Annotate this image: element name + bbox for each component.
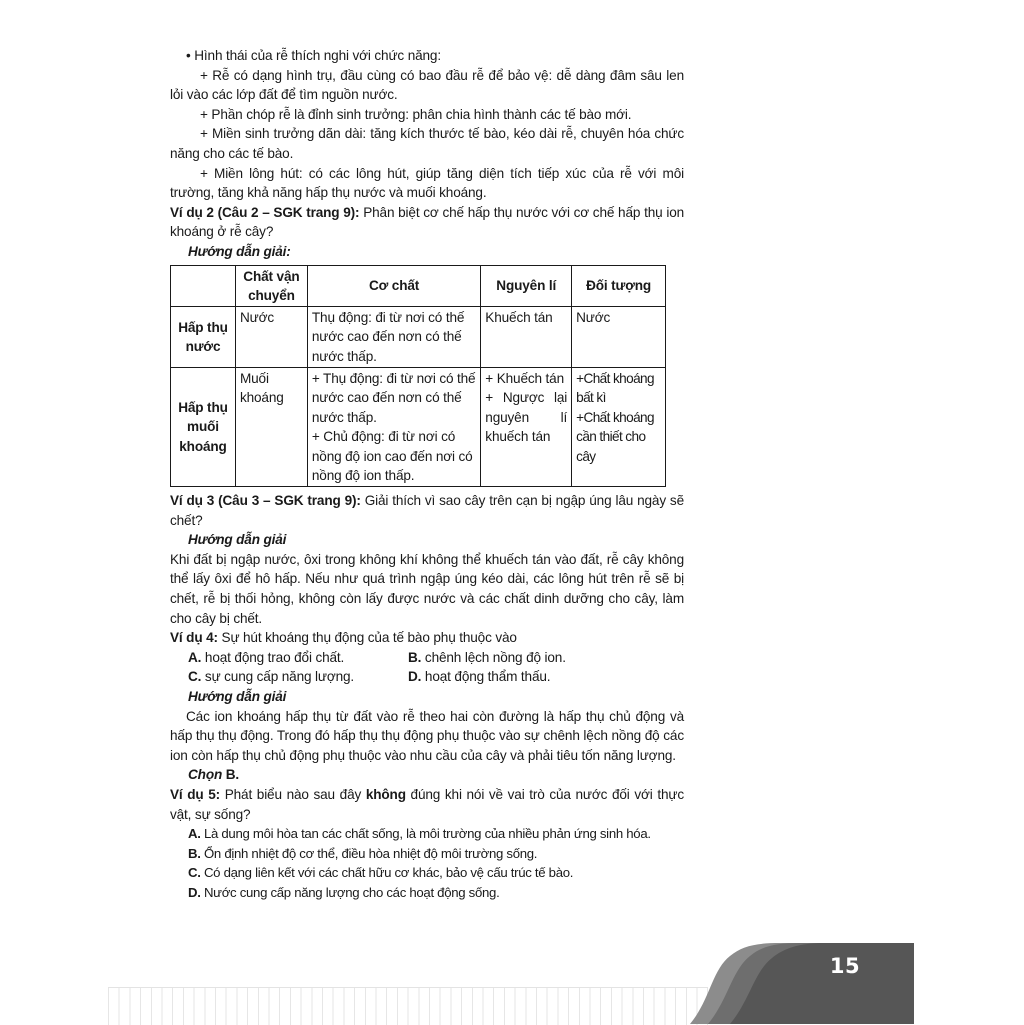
example-3-label: Ví dụ 3 (Câu 3 – SGK trang 9): [170,493,361,509]
option-text: Nước cung cấp năng lượng cho các hoạt động sống. [200,884,500,900]
example-5-options [170,824,684,902]
option-letter: B. [408,649,422,665]
example-2-guide-label: Hướng dẫn giải: [188,243,291,259]
option-c [188,667,408,687]
cell-mechanism [307,367,480,487]
option-text: sự cung cấp năng lượng. [201,669,355,685]
question-text: đúng khi nói về vai trò của nước đối với thực vật, sự sống? [170,786,684,822]
page-content [170,46,684,903]
option-text: Ổn định nhiệt độ cơ thể, điều hòa nhiệt độ môi trường sống. [200,845,538,861]
option-a [188,648,408,668]
choice-label: Chọn [188,767,223,783]
example-4-guide-label: Hướng dẫn giải [188,689,287,704]
cell-target [572,367,666,487]
table-row [171,367,666,487]
option-letter: D. [188,884,201,900]
cell-principle: Khuếch tán [481,306,572,367]
table-header-substance: Chất vận chuyển [235,265,307,306]
table-row [171,306,666,367]
option-letter: C. [188,865,201,881]
option-text: hoạt động trao đổi chất. [201,649,345,665]
example-4-text: Sự hút khoáng thụ động của tế bào phụ thuộc vào [217,630,517,646]
example-4-options [170,648,684,687]
option-b [188,844,684,864]
principle-diffusion: + Khuếch tán [485,370,564,386]
option-c [188,863,684,883]
example-5-question [170,785,684,824]
row-header-water: Hấp thụ nước [171,306,236,367]
example-5-label: Ví dụ 5: [170,786,221,802]
cell-target: Nước [572,306,666,367]
example-4-choice [170,765,684,785]
page-number: 15 [829,954,861,978]
mechanism-active: + Chủ động: đi từ nơi có nồng độ ion cao đến nơi có nồng độ ion thấp. [311,429,473,484]
intro-point: + Miền sinh trưởng dãn dài: tăng kích thước tế bào, kéo dài rễ, chuyên hóa chức năng cho các tế bào. [170,126,684,161]
cell-mechanism: Thụ động: đi từ nơi có thế nước cao đến nơn có thế nước thấp. [307,306,480,367]
bullet-heading: • Hình thái của rễ thích nghi với chức năng: [186,48,441,63]
example-4-label: Ví dụ 4: [170,630,218,646]
option-text: hoạt động thẩm thấu. [421,669,551,685]
option-b [408,648,684,668]
option-letter: A. [188,649,202,665]
option-text: chênh lệch nồng độ ion. [421,649,566,665]
example-4-answer: Các ion khoáng hấp thụ từ đất vào rễ theo hai còn đường là hấp thụ chủ động và hấp thụ thụ động. Trong đó hấp thụ thụ động phụ thuộc vào sự chênh lệch nồng độ các ion còn hấp thụ chủ động phụ thuộc vào nhu cầu của cây và phải tiêu tốn năng lượng. [170,708,684,763]
table-header-target: Đối tượng [572,265,666,306]
footer-stripes [108,987,708,1025]
table-header-empty [171,265,236,306]
table-header-row [171,265,666,306]
example-3-answer: Khi đất bị ngập nước, ôxi trong không khí không thể khuếch tán vào đất, rễ cây không thể lấy ôxi để hô hấp. Nếu như quá trình ngập úng kéo dài, các lông hút trên rễ sẽ bị chết, rễ bị thối hỏng, không còn lấy được nước và các chất dinh dưỡng cho cây, làm cho cây bị chết. [170,551,684,626]
example-2-text: Phân biệt cơ chế hấp thụ nước với cơ chế hấp thụ ion khoáng ở rễ cây? [170,204,685,240]
choice-value: B. [222,767,240,783]
example-3-text: Giải thích vì sao cây trên cạn bị ngập úng lâu ngày sẽ chết? [170,493,684,528]
option-letter: A. [188,826,201,842]
question-text: Phát biểu nào sau đây [220,786,366,802]
option-d [188,883,684,903]
option-d [408,667,684,687]
cell-substance: Nước [235,306,307,367]
intro-point: + Phần chóp rễ là đỉnh sinh trưởng: phân chia hình thành các tế bào mới. [200,106,632,122]
principle-reverse: + Ngược lại nguyên lí khuếch tán [485,390,568,445]
target-any-mineral: +Chất khoáng bất kì [576,370,654,406]
option-text: Có dạng liên kết với các chất hữu cơ khác, bảo vệ cấu trúc tế bào. [200,865,574,881]
option-text: Là dung môi hòa tan các chất sống, là môi trường của nhiều phản ứng sinh hóa. [200,826,651,842]
intro-point: + Rễ có dạng hình trụ, đầu cùng có bao đầu rễ để bảo vệ: dễ dàng đâm sâu len lỏi vào các lớp đất để tìm nguồn nước. [170,67,684,103]
table-header-principle: Nguyên lí [481,265,572,306]
cell-principle [481,367,572,487]
example-3-question [170,491,684,530]
target-needed-mineral: +Chất khoáng cần thiết cho cây [576,409,654,464]
option-a [188,824,684,844]
example-3-guide-label: Hướng dẫn giải [188,532,287,548]
table-header-mechanism: Cơ chất [307,265,480,306]
option-letter: C. [188,669,202,685]
example-4-question [170,628,684,648]
mechanism-passive: + Thụ động: đi từ nơi có thế nước cao đến nơn có thế nước thấp. [311,370,476,425]
question-emphasis: không [365,786,406,802]
comparison-table [170,265,666,488]
footer-wave-decoration [690,940,914,1024]
intro-point: + Miền lông hút: có các lông hút, giúp tăng diện tích tiếp xúc của rễ với môi trường, tăng khả năng hấp thụ nước và muối khoáng. [170,165,684,201]
option-letter: B. [188,845,201,861]
option-letter: D. [408,669,422,685]
row-header-minerals: Hấp thụ muối khoáng [171,367,236,487]
example-2-question [170,203,684,242]
example-2-label: Ví dụ 2 (Câu 2 – SGK trang 9): [170,204,360,220]
cell-substance: Muối khoáng [235,367,307,487]
